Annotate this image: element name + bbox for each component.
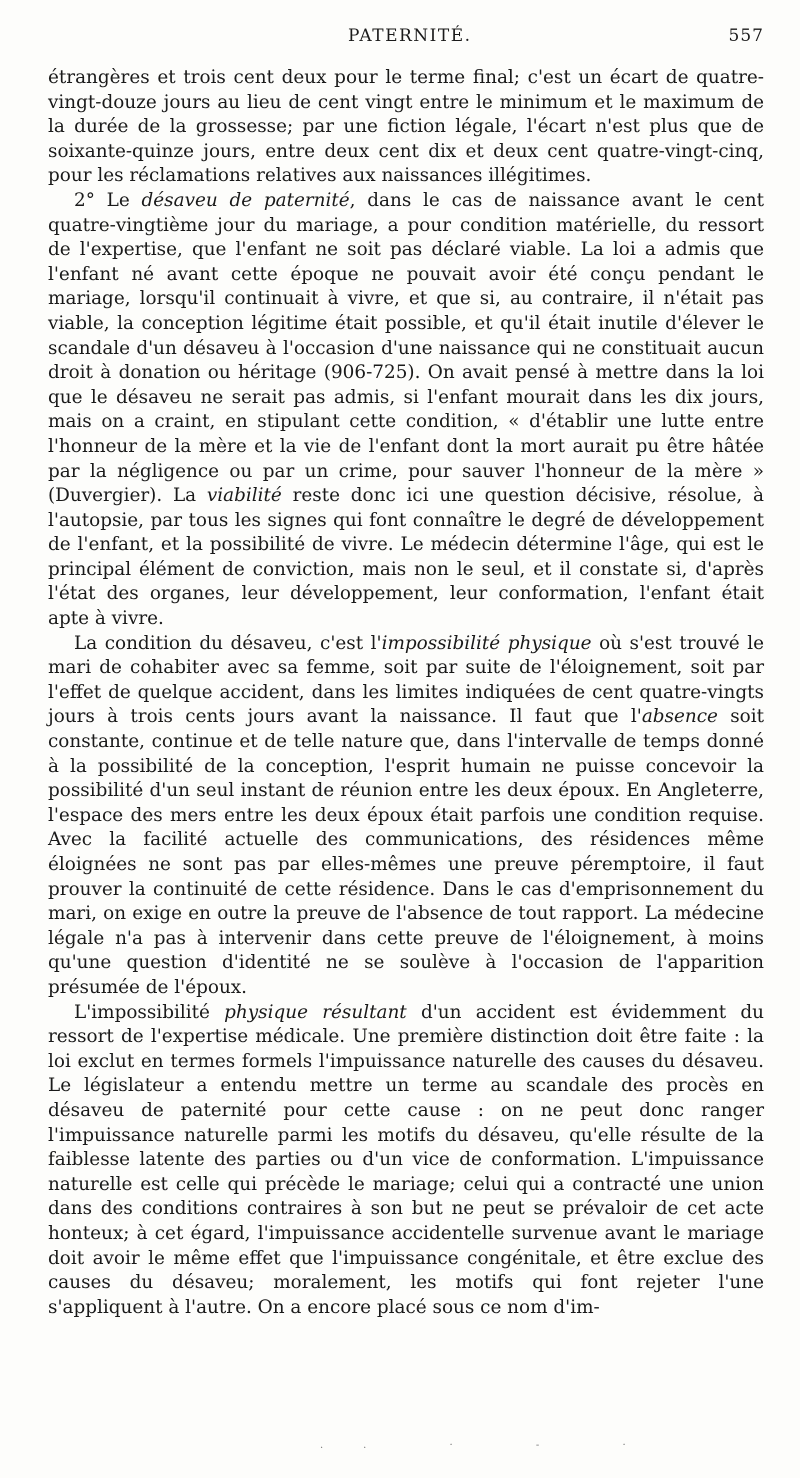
body-text (48, 66, 764, 1320)
text-run: reste donc ici une question décisive, résolue, à l'autopsie, par tous les signes qui font connaître le degré de développement de l'enfant, et la possibilité de vivre. Le médecin détermine l'âge, qui est le principal élément de conviction, mais non le seul, et il constate si, d'après l'état des organes, leur développement, leur conformation, l'enfant était apte à vivre. (48, 485, 764, 630)
paragraph (48, 66, 764, 189)
text-run: , dans le cas de naissance avant le cent quatre-vingtième jour du mariage, a pour condition matérielle, du ressort de l'expertise, que l'enfant ne soit pas déclaré viable. La loi a admis que l'enfant né avant cette époque ne pouvait avoir été conçu pendant le mariage, lorsqu'il continuait à vivre, et que si, au contraire, il n'était pas viable, la conception légitime était possible, et qu'il était inutile d'élever le scandale d'un désaveu à l'occasion d'une naissance qui ne constituait aucun droit à donation ou héritage (906-725). On avait pensé à mettre dans la loi que le désaveu ne serait pas admis, si l'enfant mourait dans les dix jours, mais on a craint, en stipulant cette condition, « d'établir une lutte entre l'honneur de la mère et la vie de l'enfant dont la mort aurait pu être hâtée par la négligence ou par un crime, pour sauver l'honneur de la mère » (Duvergier). La (48, 189, 765, 507)
running-title: PATERNITÉ. (348, 26, 472, 46)
text-run: La condition du désaveu, c'est l' (74, 632, 382, 654)
italic-run: impossibilité physique (381, 632, 592, 654)
text-run: 2° Le (74, 189, 142, 211)
page-number: 557 (728, 26, 764, 46)
paragraph (48, 632, 764, 1001)
italic-run: viabilité (206, 485, 282, 507)
paragraph (48, 1001, 764, 1321)
print-specks: .. · - · (320, 1440, 666, 1451)
running-header (48, 26, 764, 56)
italic-run: désaveu de paternité (141, 189, 350, 211)
paragraph (48, 189, 764, 632)
text-run: étrangères et trois cent deux pour le terme final; c'est un écart de quatre-vingt-douze jours au lieu de cent vingt entre le minimum et le maximum de la durée de la grossesse; par une fiction légale, l'écart n'est plus que de soixante-quinze jours, entre deux cent dix et deux cent quatre-vingt-cinq, pour les réclamations relatives aux naissances illégitimes. (48, 67, 764, 187)
text-run: où s'est trouvé le mari de cohabiter avec sa femme, soit par suite de l'éloignement, soit par l'effet de quelque accident, dans les limites indiquées de cent quatre-vingts jours à trois cents jours avant la naissance. Il faut que l' (48, 632, 764, 728)
text-run: L'impossibilité (74, 1001, 225, 1023)
text-run: d'un accident est évidemment du ressort de l'expertise médicale. Une première distinction doit être faite : la loi exclut en termes formels l'impuissance naturelle des causes du désaveu. Le législateur a entendu mettre un terme au scandale des procès en désaveu de paternité pour cette cause : on ne peut donc ranger l'impuissance naturelle parmi les motifs du désaveu, qu'elle résulte de la faiblesse latente des parties ou d'un vice de conformation. L'impuissance naturelle est celle qui précède le mariage; celui qui a contracté une union dans des conditions contraires à son but ne peut se prévaloir de cet acte honteux; à cet égard, l'impuissance accidentelle survenue avant le mariage doit avoir le même effet que l'impuissance congénitale, et être exclue des causes du désaveu; moralement, les motifs qui font rejeter l'une s'appliquent à l'autre. On a encore placé sous ce nom d'im- (48, 1001, 765, 1318)
italic-run: absence (641, 706, 718, 728)
italic-run: physique résultant (224, 1001, 407, 1023)
text-run: soit constante, continue et de telle nature que, dans l'intervalle de temps donné à la possibilité de la conception, l'esprit humain ne puisse concevoir la possibilité d'un seul instant de réunion entre les deux époux. En Angleterre, l'espace des mers entre les deux époux était parfois une condition requise. Avec la facilité actuelle des communications, des résidences même éloignées ne sont pas par elles-mêmes une preuve péremptoire, il faut prouver la continuité de cette résidence. Dans le cas d'emprisonnement du mari, on exige en outre la preuve de l'absence de tout rapport. La médecine légale n'a pas à intervenir dans cette preuve de l'éloignement, à moins qu'une question d'identité ne se soulève à l'occasion de l'apparition présumée de l'époux. (48, 706, 764, 998)
